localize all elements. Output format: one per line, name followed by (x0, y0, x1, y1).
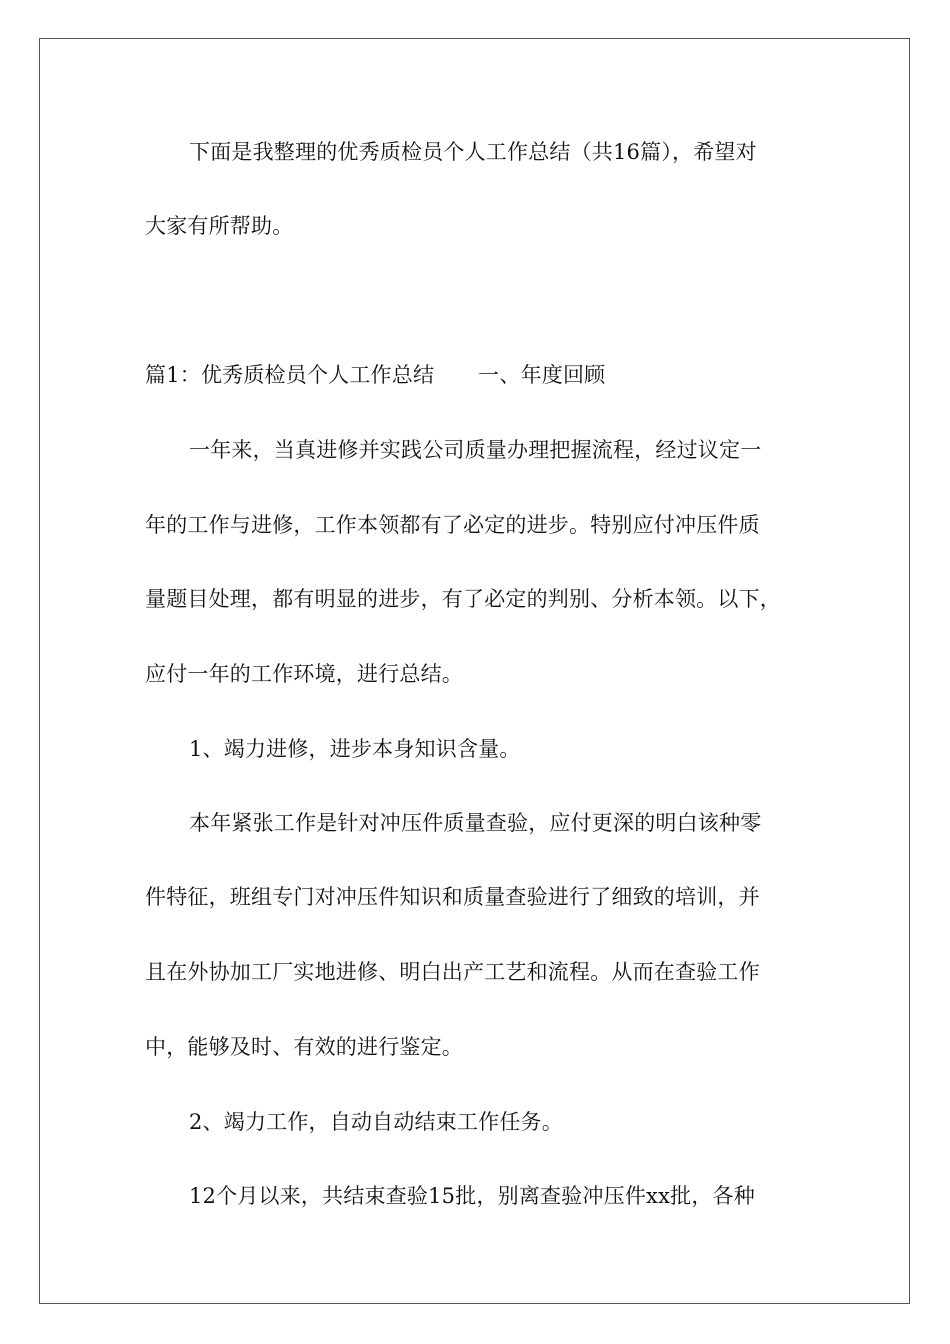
section-heading (145, 363, 605, 387)
section-subheading: 一、年度回顾 (478, 363, 606, 387)
paragraph-1-line-4: 应付一年的工作环境，进行总结。 (145, 662, 463, 686)
paragraph-1-line-1: 一年来，当真进修并实践公司质量办理把握流程，经过议定一 (189, 438, 762, 462)
paragraph-2-line-3: 且在外协加工厂实地进修、明白出产工艺和流程。从而在查验工作 (145, 960, 760, 984)
paragraph-2-line-4: 中，能够及时、有效的进行鉴定。 (145, 1035, 463, 1059)
paragraph-1-line-3: 量题目处理，都有明显的进步，有了必定的判别、分析本领。以下， (145, 587, 781, 611)
paragraph-2-line-1: 本年紧张工作是针对冲压件质量查验，应付更深的明白该种零 (189, 811, 762, 835)
paragraph-3-line-1: 12个月以来，共结束查验15批，别离查验冲压件xx批，各种 (189, 1184, 755, 1208)
item-2-heading: 2、竭力工作，自动自动结束工作任务。 (189, 1110, 563, 1134)
paragraph-1-line-2: 年的工作与进修，工作本领都有了必定的进步。特别应付冲压件质 (145, 513, 760, 537)
intro-line-2: 大家有所帮助。 (145, 214, 294, 238)
article-title: 篇1：优秀质检员个人工作总结 (145, 363, 435, 387)
item-1-heading: 1、竭力进修，进步本身知识含量。 (189, 737, 521, 761)
paragraph-2-line-2: 件特征，班组专门对冲压件知识和质量查验进行了细致的培训，并 (145, 885, 760, 909)
intro-line-1: 下面是我整理的优秀质检员个人工作总结（共16篇），希望对 (189, 140, 757, 164)
